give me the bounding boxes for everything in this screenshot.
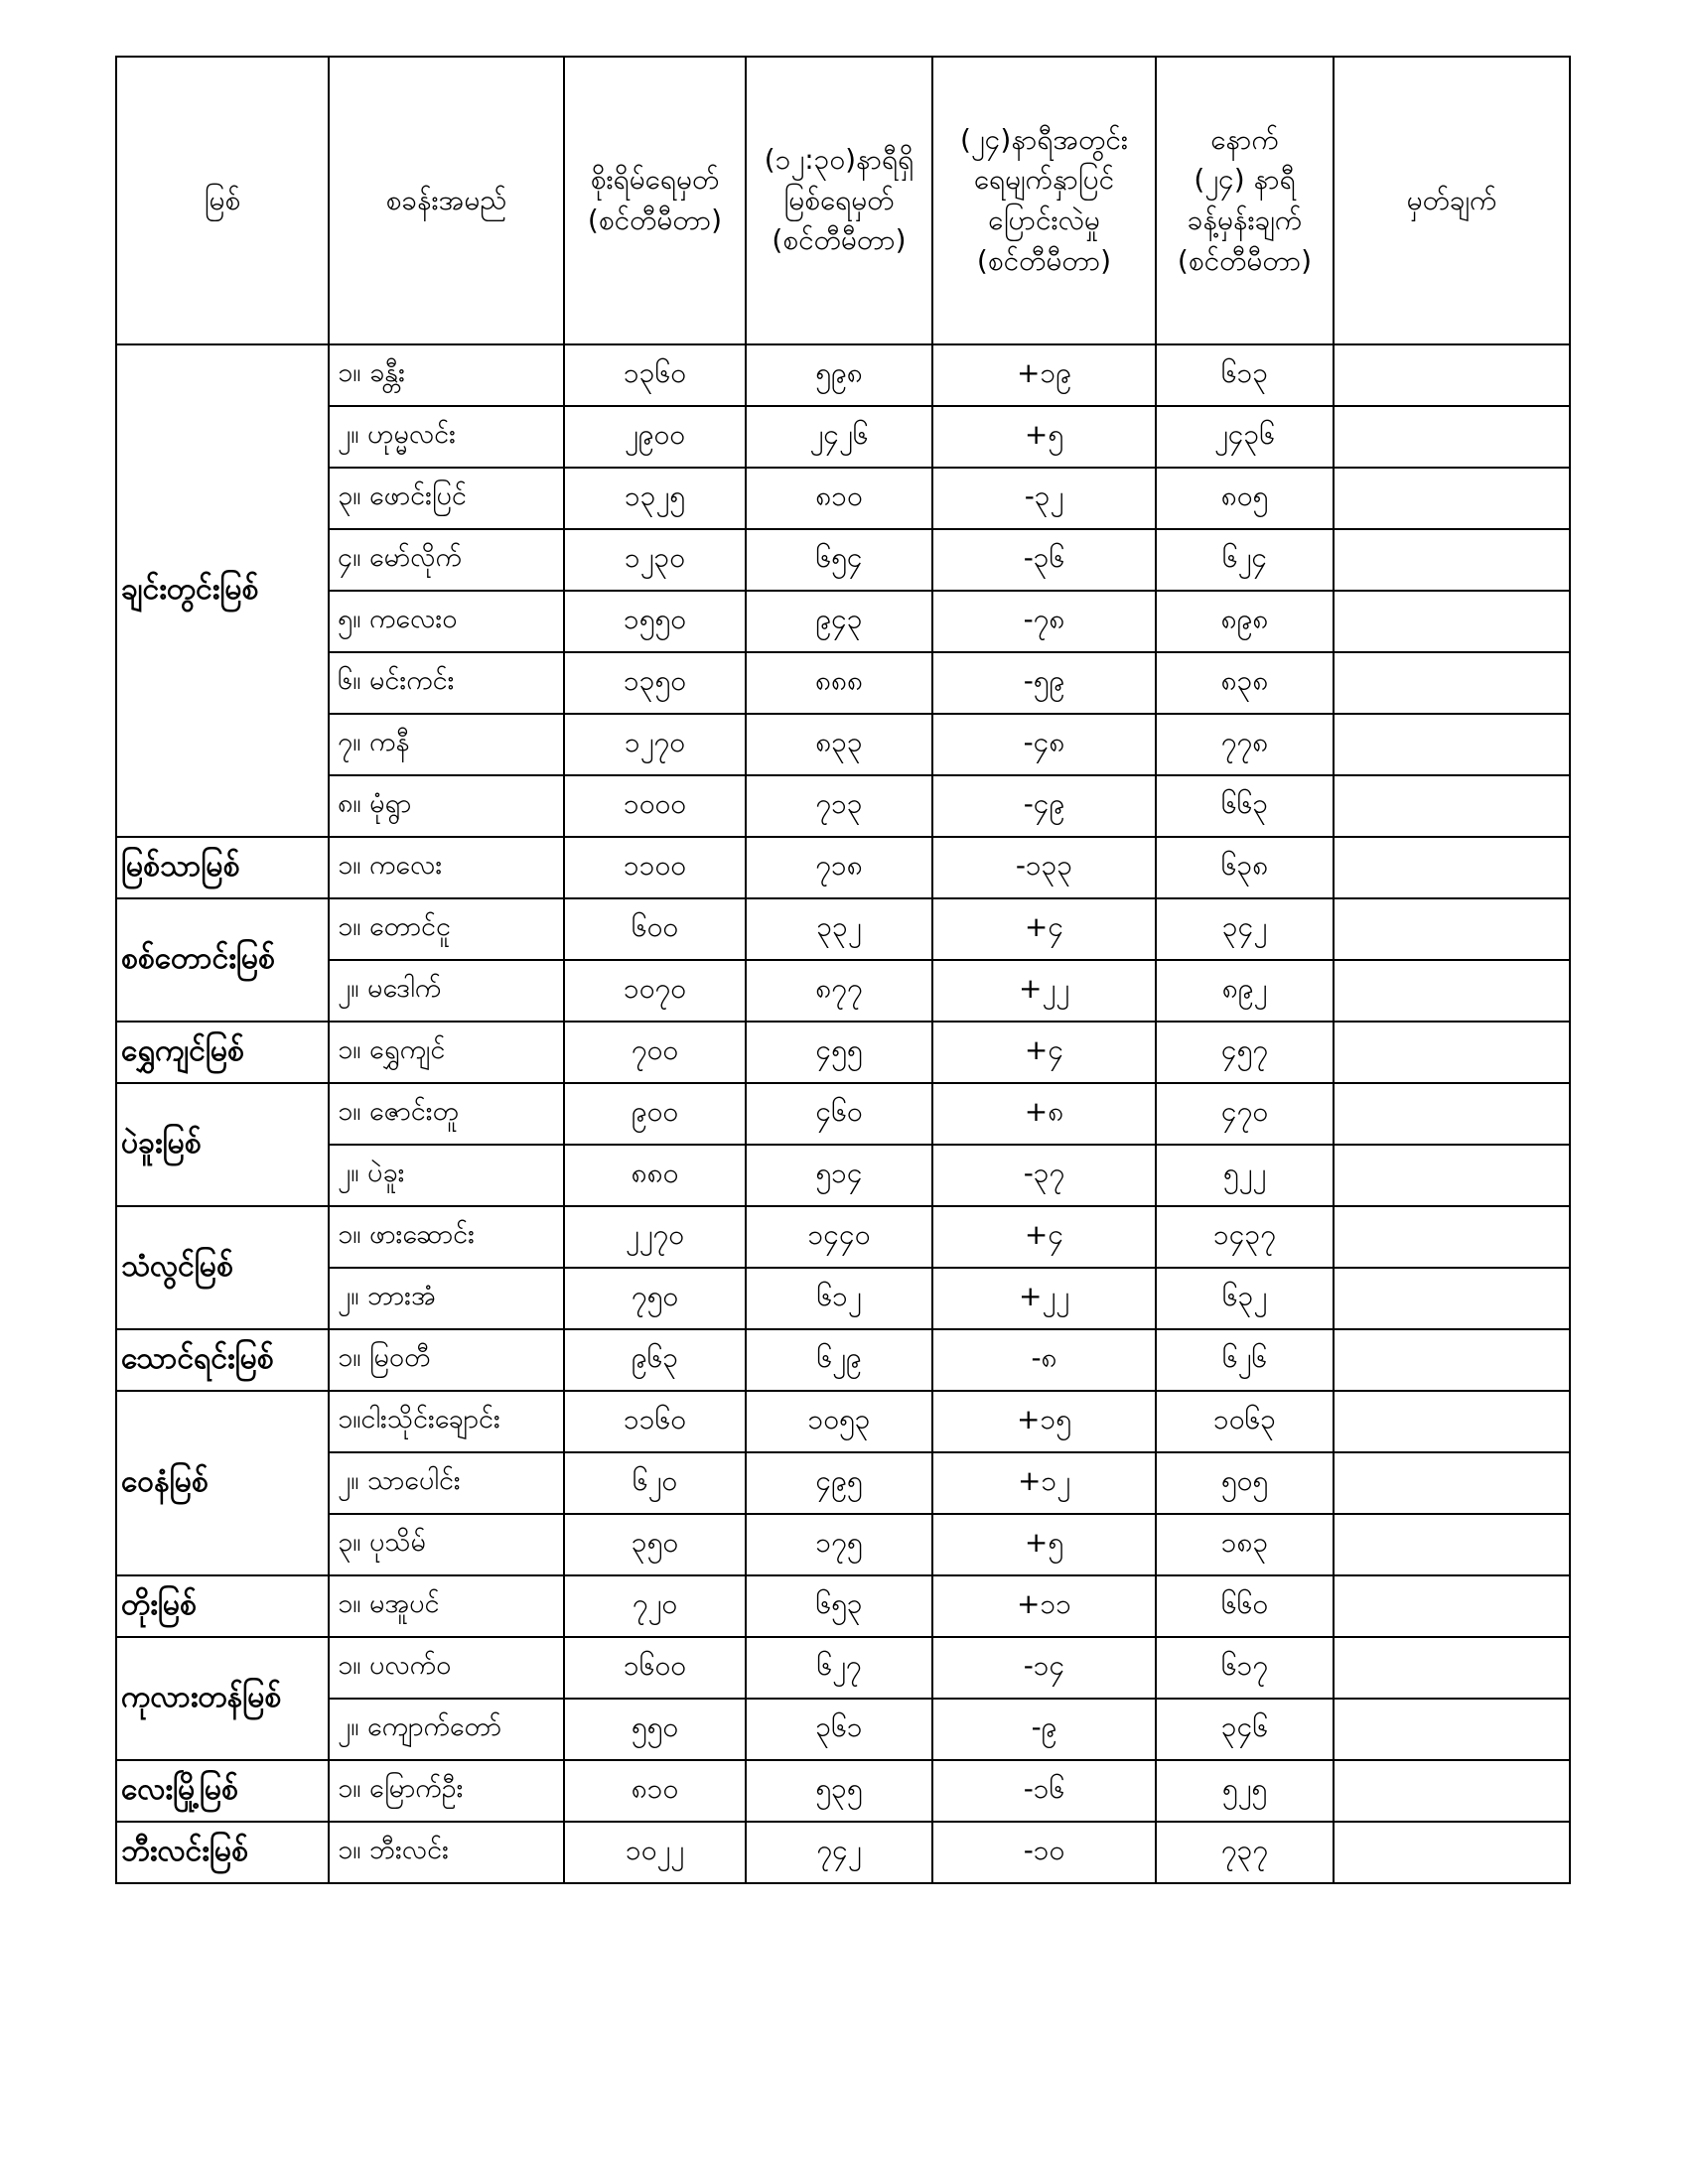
forecast-24h-cell: ၇၇၈ [1156,714,1334,775]
change-24h-cell: -၁၀ [932,1822,1156,1883]
change-24h-cell: +၄ [932,898,1156,960]
forecast-24h-cell: ၂၄၃၆ [1156,406,1334,468]
remarks-cell [1334,1760,1570,1822]
remarks-cell [1334,652,1570,714]
danger-level-cell: ၁၅၅၀ [564,591,746,652]
river-name-cell: မြစ်သာမြစ် [116,837,329,898]
remarks-cell [1334,591,1570,652]
station-name-cell: ၁။ငါးသိုင်းချောင်း [329,1391,564,1452]
change-24h-cell: -၁၄ [932,1637,1156,1699]
change-24h-cell: +၅ [932,1514,1156,1575]
river-name-cell: ကုလားတန်မြစ် [116,1637,329,1760]
danger-level-cell: ၁၃၅၀ [564,652,746,714]
danger-level-cell: ၁၀၇၀ [564,960,746,1022]
danger-level-cell: ၉၀၀ [564,1083,746,1145]
current-level-cell: ၄၅၅ [746,1022,932,1083]
forecast-24h-cell: ၅၂၂ [1156,1145,1334,1206]
remarks-cell [1334,1022,1570,1083]
station-name-cell: ၁။ ဇောင်းတူ [329,1083,564,1145]
river-name-cell: တိုးမြစ် [116,1575,329,1637]
change-24h-cell: +၂၂ [932,960,1156,1022]
station-name-cell: ၁။ ဘီးလင်း [329,1822,564,1883]
river-name-cell: ဝေနံမြစ် [116,1391,329,1575]
header-river: မြစ် [116,57,329,344]
station-name-cell: ၁။ ဖားဆောင်း [329,1206,564,1268]
current-level-cell: ၅၁၄ [746,1145,932,1206]
change-24h-cell: -၄၈ [932,714,1156,775]
danger-level-cell: ၂၉၀၀ [564,406,746,468]
table-row [116,1699,1570,1760]
river-name-cell: ဘီးလင်းမြစ် [116,1822,329,1883]
current-level-cell: ၄၆၀ [746,1083,932,1145]
river-water-level-table [115,56,1571,1884]
current-level-cell: ၈၁၀ [746,468,932,529]
current-level-cell: ၅၉၈ [746,344,932,406]
table-row [116,529,1570,591]
river-name-cell: သံလွင်မြစ် [116,1206,329,1329]
danger-level-cell: ၁၁၆၀ [564,1391,746,1452]
current-level-cell: ၆၅၄ [746,529,932,591]
river-name-cell: လေးမြို့မြစ် [116,1760,329,1822]
change-24h-cell: -၅၉ [932,652,1156,714]
station-name-cell: ၂။ ဟုမ္မလင်း [329,406,564,468]
forecast-24h-cell: ၁၈၃ [1156,1514,1334,1575]
header-station: စခန်းအမည် [329,57,564,344]
forecast-24h-cell: ၈၉၂ [1156,960,1334,1022]
header-change-24h: (၂၄)နာရီအတွင်း ရေမျက်နှာပြင် ပြောင်းလဲမှု (စင်တီမီတာ) [932,57,1156,344]
remarks-cell [1334,529,1570,591]
change-24h-cell: +၄ [932,1206,1156,1268]
forecast-24h-cell: ၄၅၇ [1156,1022,1334,1083]
water-level-sheet [115,56,1569,1884]
change-24h-cell: +၅ [932,406,1156,468]
table-row [116,775,1570,837]
danger-level-cell: ၁၂၃၀ [564,529,746,591]
change-24h-cell: +၁၉ [932,344,1156,406]
change-24h-cell: -၉ [932,1699,1156,1760]
forecast-24h-cell: ၅၀၅ [1156,1452,1334,1514]
change-24h-cell: -၄၉ [932,775,1156,837]
change-24h-cell: +၄ [932,1022,1156,1083]
forecast-24h-cell: ၆၂၆ [1156,1329,1334,1391]
change-24h-cell: -၈ [932,1329,1156,1391]
forecast-24h-cell: ၅၂၅ [1156,1760,1334,1822]
station-name-cell: ၁။ မအူပင် [329,1575,564,1637]
table-row [116,898,1570,960]
table-row [116,344,1570,406]
current-level-cell: ၁၇၅ [746,1514,932,1575]
remarks-cell [1334,344,1570,406]
danger-level-cell: ၁၁၀၀ [564,837,746,898]
remarks-cell [1334,714,1570,775]
current-level-cell: ၇၁၃ [746,775,932,837]
current-level-cell: ၉၄၃ [746,591,932,652]
table-row [116,652,1570,714]
current-level-cell: ၅၃၅ [746,1760,932,1822]
danger-level-cell: ၂၂၇၀ [564,1206,746,1268]
remarks-cell [1334,1268,1570,1329]
table-row [116,1391,1570,1452]
station-name-cell: ၂။ ဘားအံ [329,1268,564,1329]
current-level-cell: ၈၃၃ [746,714,932,775]
remarks-cell [1334,468,1570,529]
table-row [116,1206,1570,1268]
forecast-24h-cell: ၁၀၆၃ [1156,1391,1334,1452]
table-row [116,837,1570,898]
table-row [116,1145,1570,1206]
table-row [116,1268,1570,1329]
forecast-24h-cell: ၁၄၃၇ [1156,1206,1334,1268]
station-name-cell: ၁။ မြောက်ဦး [329,1760,564,1822]
remarks-cell [1334,960,1570,1022]
forecast-24h-cell: ၈၀၅ [1156,468,1334,529]
forecast-24h-cell: ၈၉၈ [1156,591,1334,652]
forecast-24h-cell: ၃၄၂ [1156,898,1334,960]
forecast-24h-cell: ၄၇၀ [1156,1083,1334,1145]
forecast-24h-cell: ၆၂၄ [1156,529,1334,591]
river-name-cell: ပဲခူးမြစ် [116,1083,329,1206]
danger-level-cell: ၆၀၀ [564,898,746,960]
forecast-24h-cell: ၆၃၂ [1156,1268,1334,1329]
remarks-cell [1334,1699,1570,1760]
header-remarks: မှတ်ချက် [1334,57,1570,344]
danger-level-cell: ၈၁၀ [564,1760,746,1822]
remarks-cell [1334,1206,1570,1268]
current-level-cell: ၆၁၂ [746,1268,932,1329]
header-current-level: (၁၂:၃၀)နာရီရှိ မြစ်ရေမှတ် (စင်တီမီတာ) [746,57,932,344]
current-level-cell: ၇၄၂ [746,1822,932,1883]
station-name-cell: ၁။ ပလက်ဝ [329,1637,564,1699]
remarks-cell [1334,406,1570,468]
change-24h-cell: -၁၃၃ [932,837,1156,898]
change-24h-cell: -၃၇ [932,1145,1156,1206]
current-level-cell: ၃၃၂ [746,898,932,960]
table-row [116,591,1570,652]
remarks-cell [1334,1083,1570,1145]
table-row [116,468,1570,529]
current-level-cell: ၆၂၇ [746,1637,932,1699]
change-24h-cell: +၈ [932,1083,1156,1145]
table-row [116,406,1570,468]
forecast-24h-cell: ၆၁၃ [1156,344,1334,406]
forecast-24h-cell: ၆၆၃ [1156,775,1334,837]
station-name-cell: ၂။ မဒေါက် [329,960,564,1022]
danger-level-cell: ၉၆၃ [564,1329,746,1391]
station-name-cell: ၁။ မြဝတီ [329,1329,564,1391]
forecast-24h-cell: ၇၃၇ [1156,1822,1334,1883]
station-name-cell: ၅။ ကလေးဝ [329,591,564,652]
danger-level-cell: ၇၅၀ [564,1268,746,1329]
river-name-cell: ချင်းတွင်းမြစ် [116,344,329,837]
danger-level-cell: ၇၂၀ [564,1575,746,1637]
remarks-cell [1334,775,1570,837]
river-name-cell: စစ်တောင်းမြစ် [116,898,329,1022]
forecast-24h-cell: ၆၆၀ [1156,1575,1334,1637]
remarks-cell [1334,1822,1570,1883]
table-body [116,344,1570,1883]
danger-level-cell: ၁၀၂၂ [564,1822,746,1883]
table-row [116,714,1570,775]
table-row [116,1022,1570,1083]
current-level-cell: ၆၅၃ [746,1575,932,1637]
remarks-cell [1334,1391,1570,1452]
current-level-cell: ၆၂၉ [746,1329,932,1391]
current-level-cell: ၈၈၈ [746,652,932,714]
danger-level-cell: ၁၃၆၀ [564,344,746,406]
change-24h-cell: +၁၂ [932,1452,1156,1514]
current-level-cell: ၃၆၁ [746,1699,932,1760]
remarks-cell [1334,1452,1570,1514]
change-24h-cell: -၃၆ [932,529,1156,591]
station-name-cell: ၆။ မင်းကင်း [329,652,564,714]
table-row [116,1760,1570,1822]
change-24h-cell: -၁၆ [932,1760,1156,1822]
change-24h-cell: +၁၅ [932,1391,1156,1452]
station-name-cell: ၃။ ဖောင်းပြင် [329,468,564,529]
river-name-cell: ရွှေကျင်မြစ် [116,1022,329,1083]
table-row [116,1637,1570,1699]
table-row [116,1514,1570,1575]
station-name-cell: ၂။ ကျောက်တော် [329,1699,564,1760]
table-row [116,1329,1570,1391]
station-name-cell: ၁။ ရွှေကျင် [329,1022,564,1083]
header-row [116,57,1570,344]
header-danger-level: စိုးရိမ်ရေမှတ် (စင်တီမီတာ) [564,57,746,344]
station-name-cell: ၄။ မော်လိုက် [329,529,564,591]
station-name-cell: ၁။ ခန္တီး [329,344,564,406]
river-name-cell: သောင်ရင်းမြစ် [116,1329,329,1391]
forecast-24h-cell: ၈၃၈ [1156,652,1334,714]
table-row [116,1575,1570,1637]
current-level-cell: ၁၄၄၀ [746,1206,932,1268]
remarks-cell [1334,1575,1570,1637]
station-name-cell: ၁။ ကလေး [329,837,564,898]
change-24h-cell: +၁၁ [932,1575,1156,1637]
table-row [116,1083,1570,1145]
station-name-cell: ၇။ ကနီ [329,714,564,775]
forecast-24h-cell: ၆၃၈ [1156,837,1334,898]
danger-level-cell: ၆၂၀ [564,1452,746,1514]
current-level-cell: ၈၇၇ [746,960,932,1022]
danger-level-cell: ၈၈၀ [564,1145,746,1206]
danger-level-cell: ၁၂၇၀ [564,714,746,775]
station-name-cell: ၂။ သာပေါင်း [329,1452,564,1514]
station-name-cell: ၈။ မုံရွာ [329,775,564,837]
remarks-cell [1334,1637,1570,1699]
change-24h-cell: -၇၈ [932,591,1156,652]
header-forecast-24h: နောက် (၂၄) နာရီ ခန့်မှန်းချက် (စင်တီမီတာ) [1156,57,1334,344]
current-level-cell: ၇၁၈ [746,837,932,898]
forecast-24h-cell: ၃၄၆ [1156,1699,1334,1760]
table-row [116,1452,1570,1514]
current-level-cell: ၄၉၅ [746,1452,932,1514]
danger-level-cell: ၁၆၀၀ [564,1637,746,1699]
danger-level-cell: ၃၅၀ [564,1514,746,1575]
remarks-cell [1334,1145,1570,1206]
remarks-cell [1334,1329,1570,1391]
danger-level-cell: ၁၀၀၀ [564,775,746,837]
table-row [116,960,1570,1022]
danger-level-cell: ၁၃၂၅ [564,468,746,529]
forecast-24h-cell: ၆၁၇ [1156,1637,1334,1699]
remarks-cell [1334,1514,1570,1575]
current-level-cell: ၂၄၂၆ [746,406,932,468]
station-name-cell: ၁။ တောင်ငူ [329,898,564,960]
change-24h-cell: +၂၂ [932,1268,1156,1329]
danger-level-cell: ၇၀၀ [564,1022,746,1083]
remarks-cell [1334,837,1570,898]
station-name-cell: ၃။ ပုသိမ် [329,1514,564,1575]
current-level-cell: ၁၀၅၃ [746,1391,932,1452]
change-24h-cell: -၃၂ [932,468,1156,529]
station-name-cell: ၂။ ပဲခူး [329,1145,564,1206]
table-row [116,1822,1570,1883]
remarks-cell [1334,898,1570,960]
danger-level-cell: ၅၅၀ [564,1699,746,1760]
